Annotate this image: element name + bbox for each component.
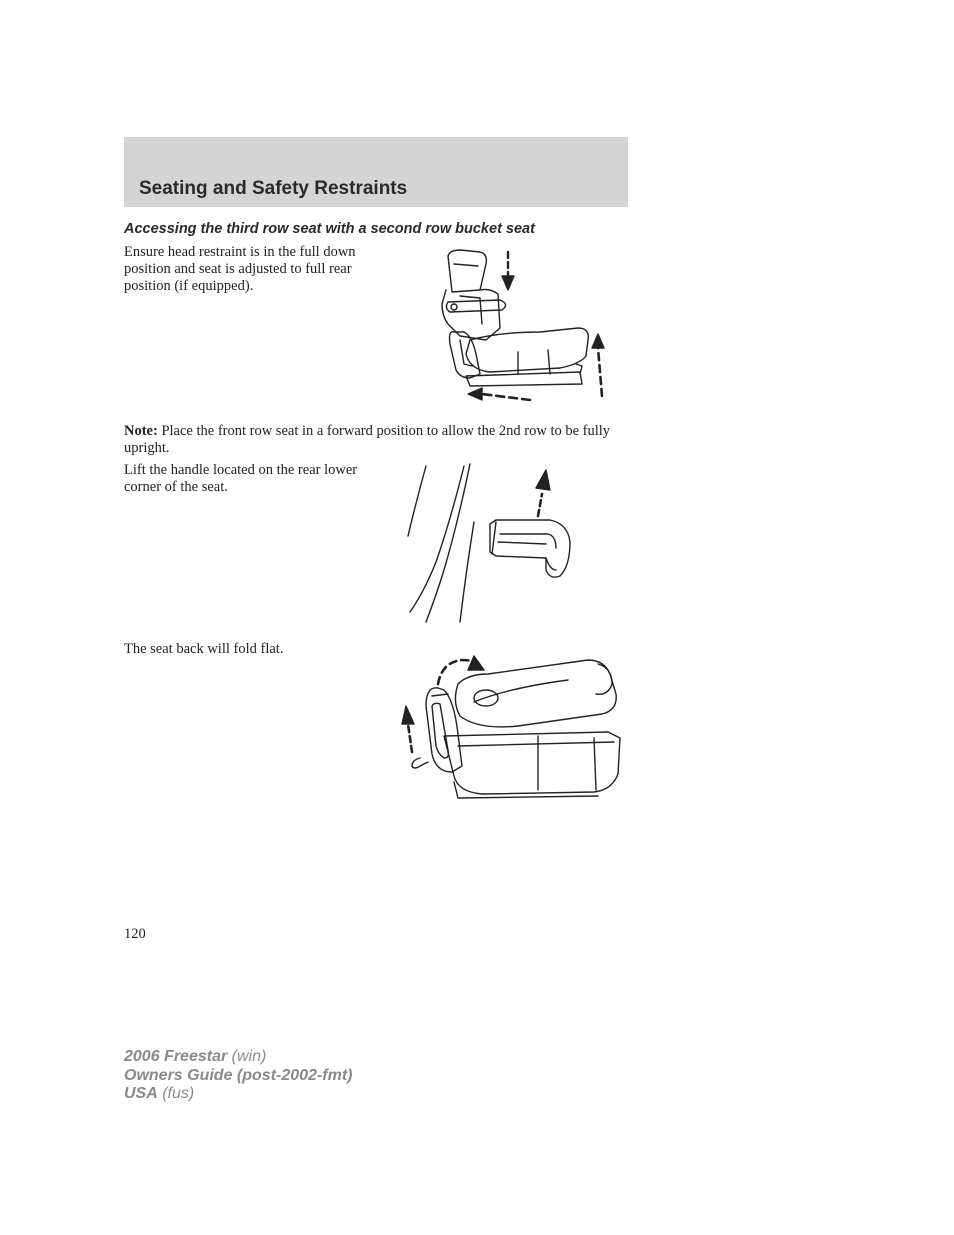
section-title: Seating and Safety Restraints — [139, 178, 408, 199]
seat-handle-illustration — [400, 462, 580, 624]
seat-adjust-illustration — [430, 244, 620, 404]
footer-line-3: USA (fus) — [124, 1085, 195, 1102]
subheading: Accessing the third row seat with a second row bucket seat — [124, 221, 535, 237]
step-1-text: Ensure head restraint is in the full down position and seat is adjusted to full rear position (if equipped). — [124, 244, 356, 294]
footer-line-2: Owners Guide (post-2002-fmt) — [124, 1066, 353, 1084]
note-body: Place the front row seat in a forward position to allow the 2nd row to be fully upright. — [124, 423, 611, 456]
footer-line-1: 2006 Freestar (win) — [124, 1048, 267, 1065]
note-text — [124, 423, 614, 457]
page-number: 120 — [124, 926, 146, 942]
step-2-text: Lift the handle located on the rear lower corner of the seat. — [124, 462, 358, 495]
seat-folded-illustration — [398, 654, 622, 800]
note-label: Note: — [124, 423, 158, 439]
document-footer — [124, 1048, 352, 1104]
step-3-text: The seat back will fold flat. — [124, 641, 284, 657]
